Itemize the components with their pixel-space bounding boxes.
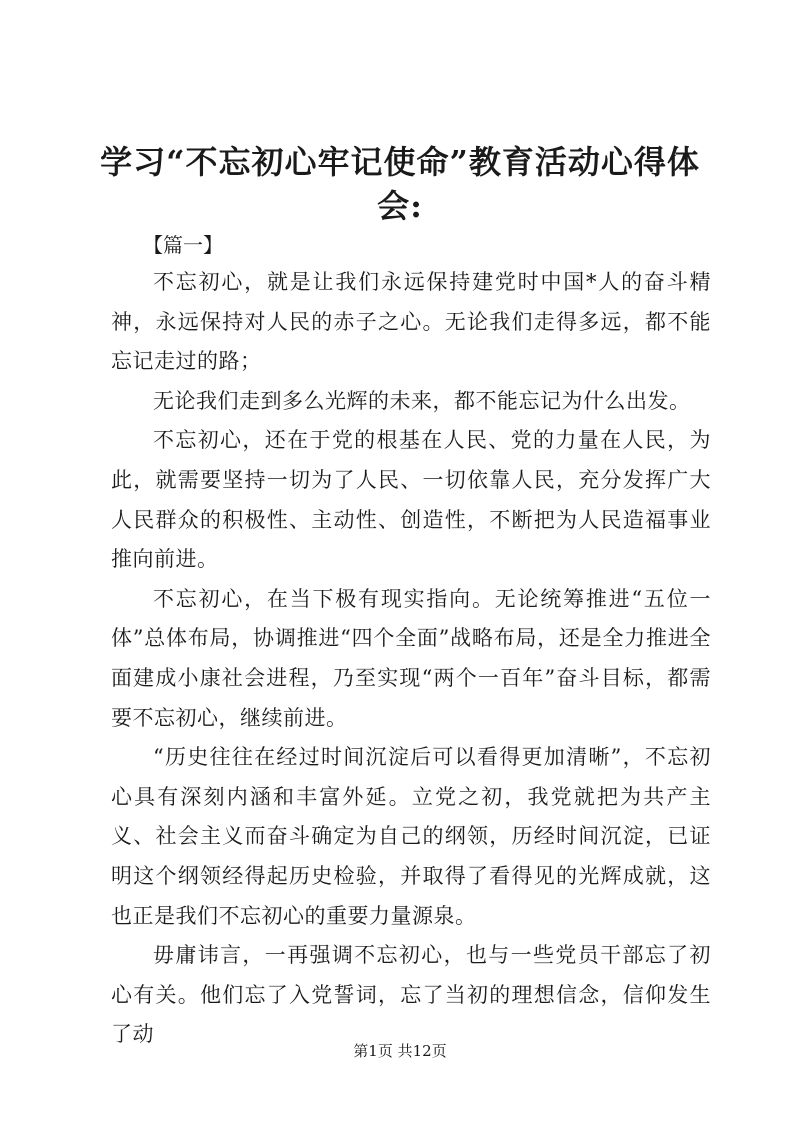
paragraph: “历史往往在经过时间沉淀后可以看得更加清晰”，不忘初心具有深刻内涵和丰富外延。立党之初，我党就把为共产主义、社会主义而奋斗确定为自己的纲领，历经时间沉淀，已证明这个纲领经得起历史检验，并取得了看得见的光辉成就，这也正是我们不忘初心的重要力量源泉。 [111, 745, 711, 928]
paragraph: 不忘初心，还在于党的根基在人民、党的力量在人民，为此，就需要坚持一切为了人民、一切依靠人民，充分发挥广大人民群众的积极性、主动性、创造性，不断把为人民造福事业推向前进。 [111, 428, 711, 572]
document-title: 学习“不忘初心牢记使命”教育活动心得体会: [100, 143, 700, 225]
document-body [111, 263, 711, 1055]
section-label: 【篇一】 [143, 233, 223, 257]
page-footer: 第1页 共12页 [353, 1042, 447, 1060]
paragraph: 不忘初心，就是让我们永远保持建党时中国*人的奋斗精神，永远保持对人民的赤子之心。无论我们走得多远，都不能忘记走过的路； [111, 270, 711, 374]
paragraph: 无论我们走到多么光辉的未来，都不能忘记为什么出发。 [153, 388, 691, 413]
paragraph: 不忘初心，在当下极有现实指向。无论统筹推进“五位一体”总体布局，协调推进“四个全面”战略布局，还是全力推进全面建成小康社会进程，乃至实现“两个一百年”奋斗目标，都需要不忘初心，继续前进。 [111, 586, 711, 730]
paragraph: 毋庸讳言，一再强调不忘初心，也与一些党员干部忘了初心有关。他们忘了入党誓词，忘了当初的理想信念，信仰发生了动 [111, 943, 711, 1047]
